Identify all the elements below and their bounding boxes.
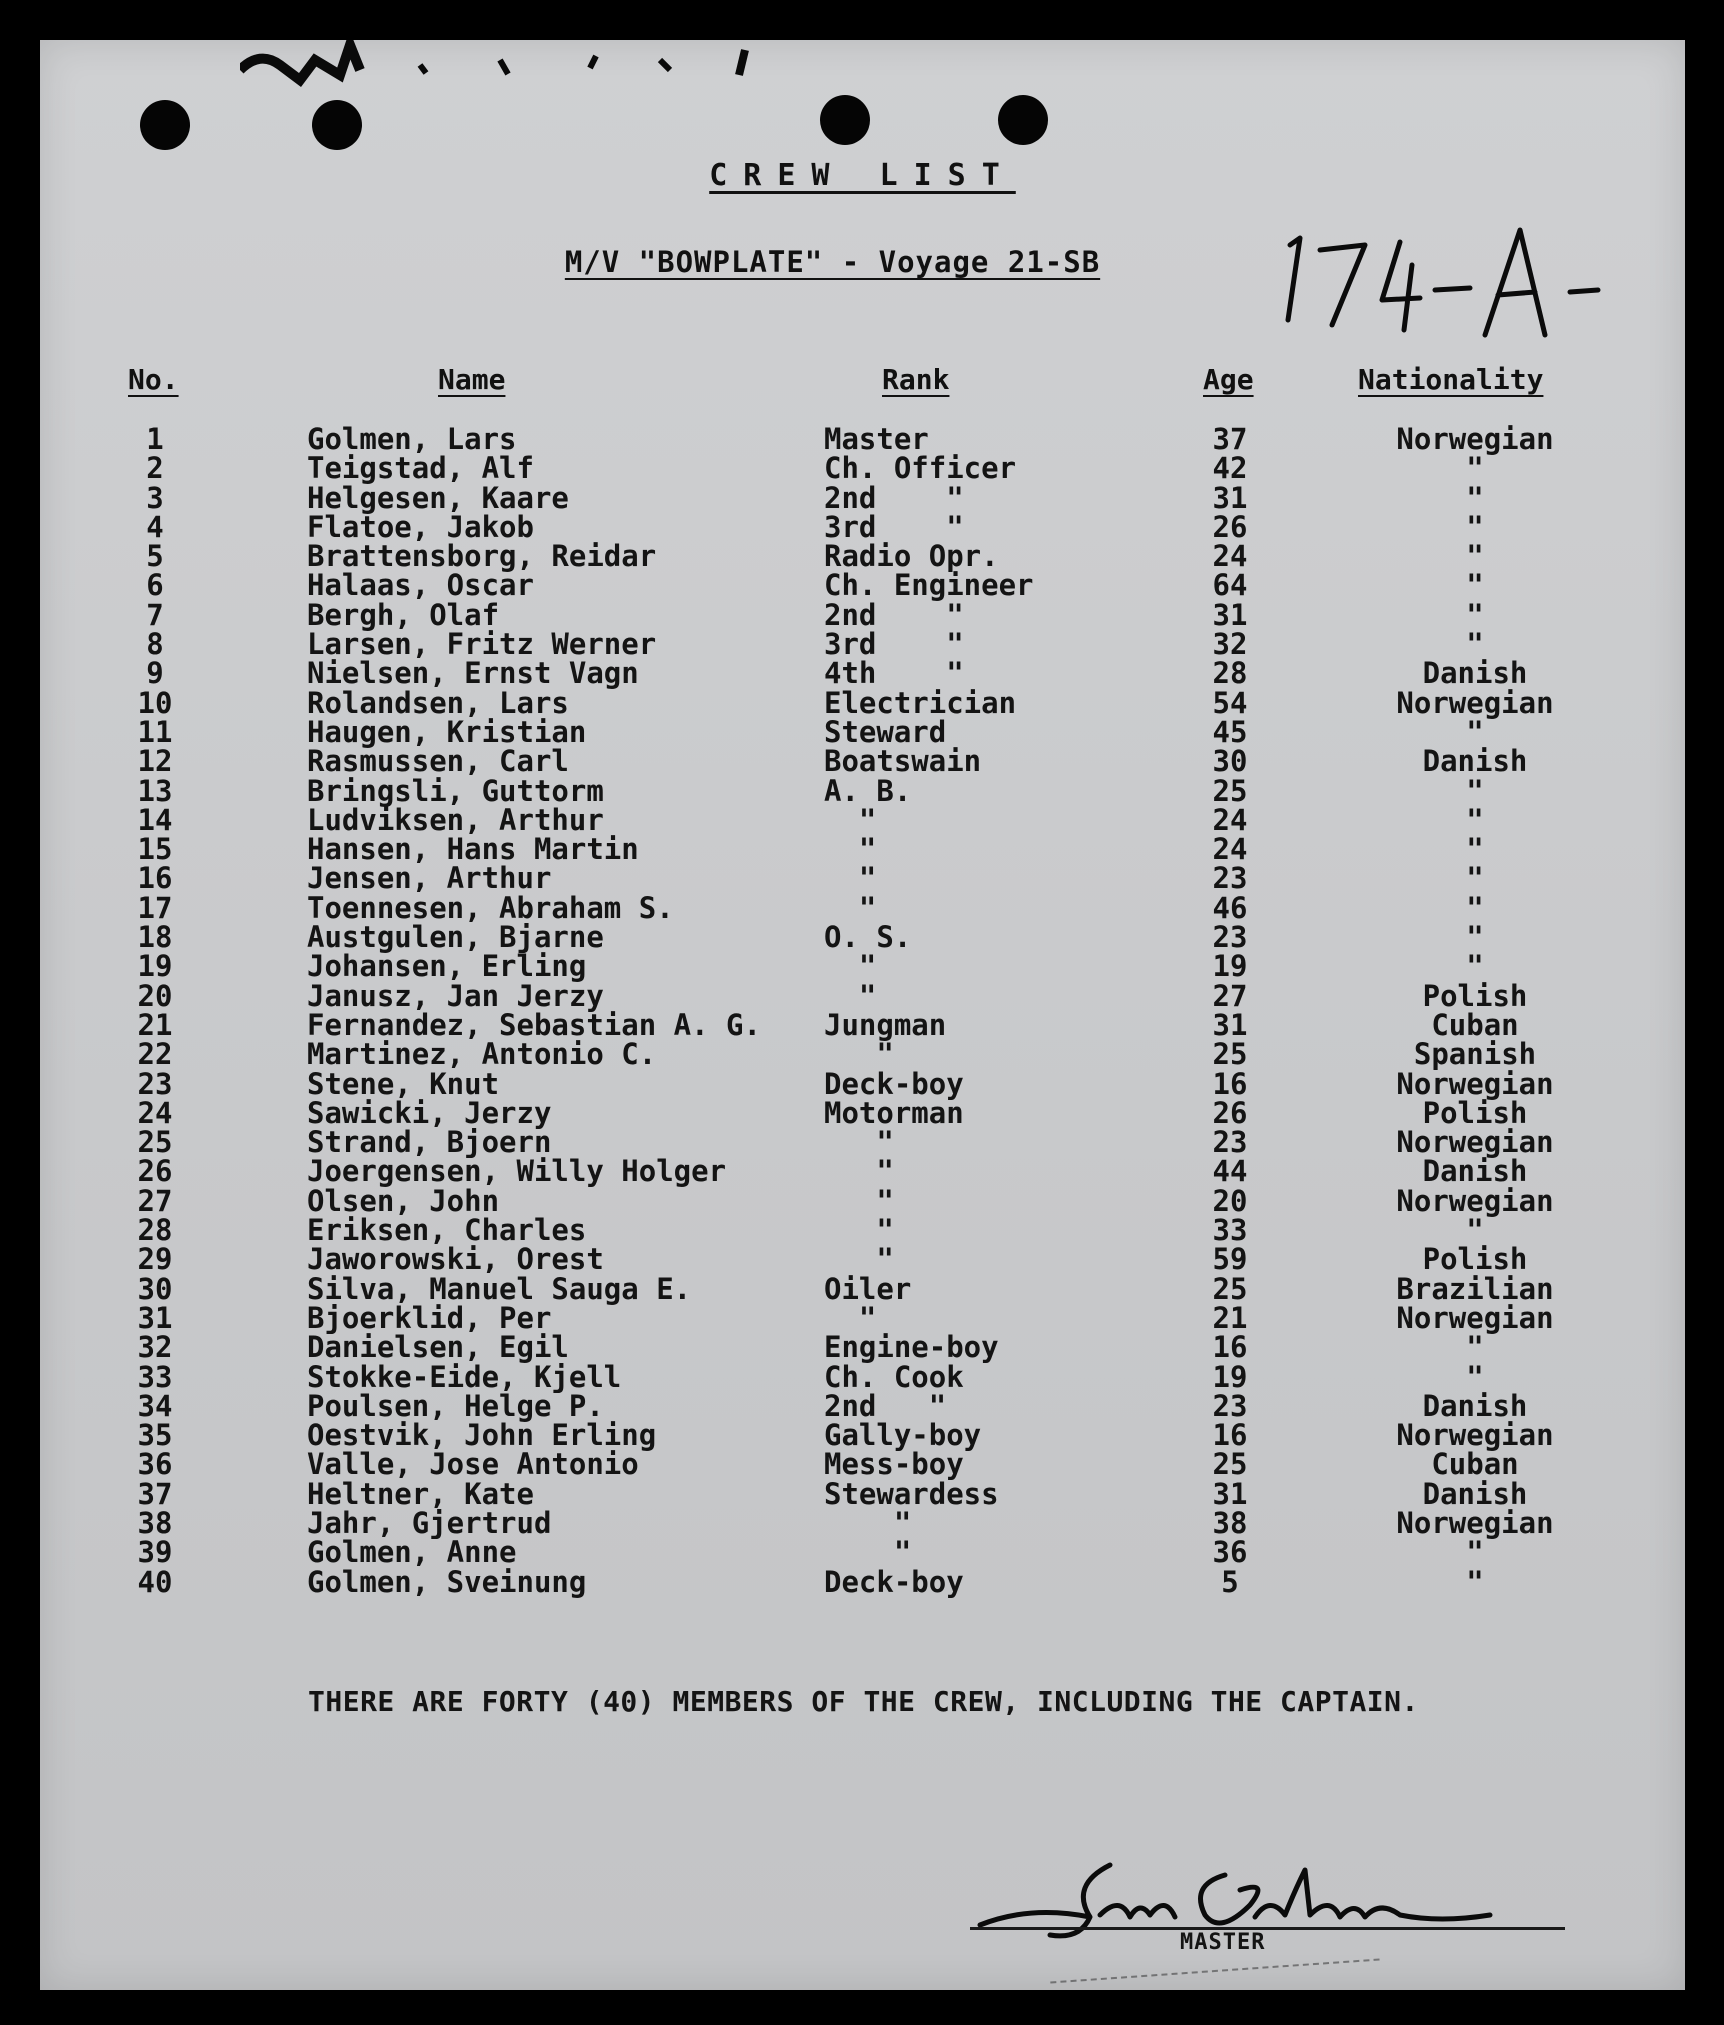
- handwritten-document-number: [1270, 220, 1610, 350]
- crew-name: Golmen, Sveinung: [307, 1564, 587, 1599]
- crew-row: [40, 1359, 1685, 1394]
- crew-nationality: ": [1466, 509, 1484, 544]
- crew-row: [40, 451, 1685, 486]
- vessel-voyage-line: M/V "BOWPLATE" - Voyage 21-SB: [564, 245, 1101, 279]
- crew-nationality: Polish: [1422, 1242, 1528, 1277]
- crew-rank: ": [824, 1037, 894, 1072]
- punch-hole-1: [140, 100, 190, 150]
- crew-number: 27: [137, 1183, 173, 1218]
- crew-number: 34: [137, 1388, 173, 1423]
- crew-row: [40, 539, 1685, 574]
- crew-name: Ludviksen, Arthur: [307, 802, 604, 837]
- crew-rank: ": [824, 949, 877, 984]
- crew-age: 19: [1212, 949, 1248, 984]
- crew-row: [40, 1330, 1685, 1365]
- crew-name: Rolandsen, Lars: [307, 685, 569, 720]
- crew-name: Bergh, Olaf: [307, 597, 500, 632]
- crew-row: [40, 568, 1685, 603]
- crew-name: Brattensborg, Reidar: [307, 539, 657, 574]
- crew-number: 28: [137, 1213, 173, 1248]
- crew-age: 28: [1212, 656, 1248, 691]
- crew-age: 45: [1212, 714, 1248, 749]
- crew-name: Danielsen, Egil: [307, 1330, 569, 1365]
- crew-number: 33: [137, 1359, 173, 1394]
- crew-number: 14: [137, 802, 173, 837]
- column-header-rank: Rank: [882, 363, 950, 396]
- crew-nationality: Norwegian: [1396, 1505, 1554, 1540]
- crew-rank: Ch. Cook: [824, 1359, 964, 1394]
- crew-number: 21: [137, 1007, 173, 1042]
- crew-age: 23: [1212, 1125, 1248, 1160]
- crew-name: Martinez, Antonio C.: [307, 1037, 657, 1072]
- punch-hole-2: [312, 100, 362, 150]
- crew-age: 59: [1212, 1242, 1248, 1277]
- crew-name: Golmen, Anne: [307, 1535, 517, 1570]
- crew-name: Jahr, Gjertrud: [307, 1505, 552, 1540]
- crew-number: 16: [137, 861, 173, 896]
- crew-nationality: ": [1466, 597, 1484, 632]
- crew-nationality: ": [1466, 1359, 1484, 1394]
- crew-rank: Steward: [824, 714, 947, 749]
- crew-number: 3: [146, 480, 164, 515]
- crew-row: [40, 890, 1685, 925]
- crew-number: 35: [137, 1418, 173, 1453]
- crew-rank: A. B.: [824, 773, 912, 808]
- crew-age: 31: [1212, 1007, 1248, 1042]
- crew-name: Valle, Jose Antonio: [307, 1447, 639, 1482]
- crew-row: [40, 802, 1685, 837]
- crew-age: 32: [1212, 627, 1248, 662]
- crew-row: [40, 422, 1685, 456]
- crew-row: [40, 714, 1685, 749]
- crew-number: 6: [146, 568, 164, 603]
- crew-nationality: Danish: [1422, 1388, 1528, 1423]
- crew-rank: Motorman: [824, 1095, 964, 1130]
- crew-age: 23: [1212, 861, 1248, 896]
- crew-name: Johansen, Erling: [307, 949, 587, 984]
- crew-roster: [40, 422, 1685, 1599]
- crew-age: 24: [1212, 832, 1248, 867]
- crew-age: 21: [1212, 1300, 1248, 1335]
- crew-name: Bringsli, Guttorm: [307, 773, 604, 808]
- crew-name: Heltner, Kate: [307, 1476, 534, 1511]
- crew-number: 25: [137, 1125, 173, 1160]
- crew-age: 26: [1212, 1095, 1248, 1130]
- crew-name: Stokke-Eide, Kjell: [307, 1359, 622, 1394]
- crew-number: 10: [137, 685, 173, 720]
- crew-name: Oestvik, John Erling: [307, 1418, 657, 1453]
- crew-age: 26: [1212, 509, 1248, 544]
- crew-row: [40, 1183, 1685, 1218]
- crew-rank: Jungman: [824, 1007, 947, 1042]
- crew-row: [40, 1505, 1685, 1540]
- crew-name: Halaas, Oscar: [307, 568, 534, 603]
- crew-age: 25: [1212, 1037, 1248, 1072]
- crew-rank: ": [824, 802, 877, 837]
- crew-nationality: Polish: [1422, 978, 1528, 1013]
- crew-age: 38: [1212, 1505, 1248, 1540]
- crew-number: 39: [137, 1535, 173, 1570]
- crew-row: [40, 861, 1685, 896]
- crew-name: Strand, Bjoern: [307, 1125, 552, 1160]
- crew-number: 31: [137, 1300, 173, 1335]
- crew-name: Teigstad, Alf: [307, 451, 534, 486]
- crew-age: 24: [1212, 802, 1248, 837]
- crew-row: [40, 685, 1685, 720]
- crew-row: [40, 1154, 1685, 1189]
- crew-age: 19: [1212, 1359, 1248, 1394]
- crew-row: [40, 597, 1685, 632]
- crew-nationality: Norwegian: [1396, 1183, 1554, 1218]
- crew-rank: Radio Opr.: [824, 539, 999, 574]
- crew-nationality: ": [1466, 539, 1484, 574]
- crew-rank: Electrician: [824, 685, 1017, 720]
- crew-nationality: Brazilian: [1396, 1271, 1554, 1306]
- crew-number: 5: [146, 539, 164, 574]
- crew-name: Toennesen, Abraham S.: [307, 890, 674, 925]
- crew-name: Fernandez, Sebastian A. G.: [307, 1007, 761, 1042]
- crew-age: 64: [1212, 568, 1248, 603]
- crew-nationality: ": [1466, 1535, 1484, 1570]
- crew-row: [40, 1095, 1685, 1130]
- paper-scuff-mark: [1050, 1958, 1379, 1985]
- crew-age: 24: [1212, 539, 1248, 574]
- crew-nationality: ": [1466, 1213, 1484, 1248]
- crew-rank: O. S.: [824, 920, 912, 955]
- crew-row: [40, 1066, 1685, 1101]
- crew-age: 46: [1212, 890, 1248, 925]
- crew-number: 22: [137, 1037, 173, 1072]
- crew-row: [40, 1242, 1685, 1277]
- crew-rank: ": [824, 1242, 894, 1277]
- crew-name: Silva, Manuel Sauga E.: [307, 1271, 692, 1306]
- crew-nationality: Norwegian: [1396, 1125, 1554, 1160]
- crew-number: 32: [137, 1330, 173, 1365]
- crew-row: [40, 1388, 1685, 1423]
- crew-rank: 3rd ": [824, 509, 964, 544]
- crew-name: Nielsen, Ernst Vagn: [307, 656, 639, 691]
- crew-row: [40, 1037, 1685, 1072]
- crew-nationality: Norwegian: [1396, 1418, 1554, 1453]
- crew-age: 33: [1212, 1213, 1248, 1248]
- crew-row: [40, 920, 1685, 955]
- punch-hole-4: [998, 95, 1048, 145]
- crew-name: Rasmussen, Carl: [307, 744, 569, 779]
- crew-nationality: Polish: [1422, 1095, 1528, 1130]
- crew-number: 36: [137, 1447, 173, 1482]
- crew-rank: Gally-boy: [824, 1418, 982, 1453]
- crew-rank: Deck-boy: [824, 1564, 964, 1599]
- crew-nationality: ": [1466, 773, 1484, 808]
- crew-age: 16: [1212, 1330, 1248, 1365]
- crew-name: Haugen, Kristian: [307, 714, 587, 749]
- crew-number: 1: [146, 422, 164, 456]
- crew-number: 26: [137, 1154, 173, 1189]
- crew-nationality: ": [1466, 480, 1484, 515]
- crew-rank: ": [824, 1505, 912, 1540]
- crew-rank: Stewardess: [824, 1476, 999, 1511]
- torn-edge-marks: [240, 40, 860, 100]
- crew-name: Olsen, John: [307, 1183, 500, 1218]
- crew-name: Larsen, Fritz Werner: [307, 627, 657, 662]
- crew-age: 44: [1212, 1154, 1248, 1189]
- crew-row: [40, 1564, 1685, 1599]
- crew-nationality: ": [1466, 714, 1484, 749]
- crew-name: Eriksen, Charles: [307, 1213, 587, 1248]
- crew-number: 38: [137, 1505, 173, 1540]
- crew-nationality: Cuban: [1431, 1007, 1519, 1042]
- crew-number: 20: [137, 978, 173, 1013]
- crew-rank: Deck-boy: [824, 1066, 964, 1101]
- signature-title: MASTER: [1180, 1930, 1266, 1955]
- crew-rank: Oiler: [824, 1271, 912, 1306]
- crew-number: 2: [146, 451, 164, 486]
- crew-row: [40, 1213, 1685, 1248]
- crew-number: 37: [137, 1476, 173, 1511]
- crew-nationality: Danish: [1422, 744, 1528, 779]
- crew-nationality: ": [1466, 1330, 1484, 1365]
- crew-rank: Master: [824, 422, 929, 456]
- crew-name: Flatoe, Jakob: [307, 509, 534, 544]
- crew-nationality: Danish: [1422, 1154, 1528, 1189]
- crew-nationality: Norwegian: [1396, 1066, 1554, 1101]
- crew-row: [40, 480, 1685, 515]
- crew-nationality: ": [1466, 861, 1484, 896]
- crew-age: 25: [1212, 773, 1248, 808]
- crew-rank: 4th ": [824, 656, 964, 691]
- crew-nationality: Norwegian: [1396, 422, 1554, 456]
- crew-nationality: ": [1466, 920, 1484, 955]
- crew-rank: ": [824, 1300, 877, 1335]
- crew-age: 37: [1212, 422, 1248, 456]
- crew-rank: ": [824, 1535, 912, 1570]
- crew-rank: Engine-boy: [824, 1330, 999, 1365]
- crew-row: [40, 1125, 1685, 1160]
- crew-number: 9: [146, 656, 164, 691]
- crew-row: [40, 1300, 1685, 1335]
- column-header-name: Name: [438, 363, 506, 396]
- crew-age: 23: [1212, 1388, 1248, 1423]
- crew-nationality: ": [1466, 451, 1484, 486]
- crew-number: 15: [137, 832, 173, 867]
- crew-rank: 2nd ": [824, 480, 964, 515]
- crew-nationality: Danish: [1422, 1476, 1528, 1511]
- crew-rank: Boatswain: [824, 744, 982, 779]
- crew-age: 27: [1212, 978, 1248, 1013]
- crew-nationality: Spanish: [1413, 1037, 1537, 1072]
- crew-row: [40, 1535, 1685, 1570]
- crew-rank: Ch. Officer: [824, 451, 1017, 486]
- crew-rank: Ch. Engineer: [824, 568, 1034, 603]
- crew-name: Bjoerklid, Per: [307, 1300, 552, 1335]
- crew-nationality: Norwegian: [1396, 1300, 1554, 1335]
- crew-row: [40, 509, 1685, 544]
- crew-nationality: Cuban: [1431, 1447, 1519, 1482]
- crew-name: Austgulen, Bjarne: [307, 920, 604, 955]
- crew-name: Helgesen, Kaare: [307, 480, 569, 515]
- crew-row: [40, 1476, 1685, 1511]
- crew-rank: ": [824, 832, 877, 867]
- column-header-age: Age: [1203, 363, 1254, 396]
- crew-name: Jaworowski, Orest: [307, 1242, 604, 1277]
- crew-rank: ": [824, 1125, 894, 1160]
- crew-row: [40, 978, 1685, 1013]
- crew-age: 42: [1212, 451, 1248, 486]
- crew-row: [40, 1447, 1685, 1482]
- crew-row: [40, 949, 1685, 984]
- column-header-nationality: Nationality: [1358, 363, 1544, 396]
- crew-number: 4: [146, 509, 164, 544]
- crew-rank: 2nd ": [824, 597, 964, 632]
- crew-number: 40: [137, 1564, 173, 1599]
- crew-number: 7: [146, 597, 164, 632]
- crew-nationality: Norwegian: [1396, 685, 1554, 720]
- crew-number: 29: [137, 1242, 173, 1277]
- crew-age: 25: [1212, 1271, 1248, 1306]
- crew-number: 13: [137, 773, 173, 808]
- crew-number: 30: [137, 1271, 173, 1306]
- column-header-no: No.: [128, 363, 179, 396]
- crew-age: 31: [1212, 597, 1248, 632]
- crew-rank: ": [824, 1154, 894, 1189]
- crew-rank: ": [824, 890, 877, 925]
- crew-name: Golmen, Lars: [307, 422, 517, 456]
- crew-row: [40, 1271, 1685, 1306]
- crew-row: [40, 1007, 1685, 1042]
- document-page: [40, 40, 1685, 1990]
- crew-number: 11: [137, 714, 173, 749]
- crew-rank: ": [824, 861, 877, 896]
- crew-row: [40, 1418, 1685, 1453]
- crew-age: 30: [1212, 744, 1248, 779]
- crew-nationality: ": [1466, 832, 1484, 867]
- crew-row: [40, 744, 1685, 779]
- crew-age: 31: [1212, 480, 1248, 515]
- crew-nationality: ": [1466, 949, 1484, 984]
- crew-nationality: ": [1466, 627, 1484, 662]
- punch-hole-3: [820, 95, 870, 145]
- crew-age: 25: [1212, 1447, 1248, 1482]
- crew-name: Poulsen, Helge P.: [307, 1388, 604, 1423]
- crew-age: 36: [1212, 1535, 1248, 1570]
- crew-age: 16: [1212, 1066, 1248, 1101]
- crew-age: 5: [1221, 1564, 1239, 1599]
- crew-number: 8: [146, 627, 164, 662]
- crew-rank: Mess-boy: [824, 1447, 964, 1482]
- crew-name: Janusz, Jan Jerzy: [307, 978, 604, 1013]
- crew-rank: ": [824, 978, 877, 1013]
- crew-name: Sawicki, Jerzy: [307, 1095, 552, 1130]
- crew-name: Hansen, Hans Martin: [307, 832, 639, 867]
- crew-number: 17: [137, 890, 173, 925]
- crew-rank: 2nd ": [824, 1388, 947, 1423]
- crew-age: 20: [1212, 1183, 1248, 1218]
- crew-name: Joergensen, Willy Holger: [307, 1154, 727, 1189]
- crew-age: 54: [1212, 685, 1248, 720]
- crew-row: [40, 627, 1685, 662]
- crew-summary: THERE ARE FORTY (40) MEMBERS OF THE CREW, INCLUDING THE CAPTAIN.: [308, 1685, 1419, 1718]
- crew-nationality: Danish: [1422, 656, 1528, 691]
- crew-nationality: ": [1466, 890, 1484, 925]
- document-title: CREW LIST: [709, 158, 1016, 193]
- crew-number: 24: [137, 1095, 173, 1130]
- crew-name: Stene, Knut: [307, 1066, 500, 1101]
- crew-age: 31: [1212, 1476, 1248, 1511]
- crew-row: [40, 832, 1685, 867]
- crew-nationality: ": [1466, 802, 1484, 837]
- crew-age: 23: [1212, 920, 1248, 955]
- crew-age: 16: [1212, 1418, 1248, 1453]
- crew-number: 23: [137, 1066, 173, 1101]
- crew-nationality: ": [1466, 1564, 1484, 1599]
- crew-row: [40, 773, 1685, 808]
- crew-name: Jensen, Arthur: [307, 861, 552, 896]
- crew-nationality: ": [1466, 568, 1484, 603]
- crew-rank: ": [824, 1183, 894, 1218]
- crew-number: 12: [137, 744, 173, 779]
- crew-rank: ": [824, 1213, 894, 1248]
- crew-rank: 3rd ": [824, 627, 964, 662]
- crew-row: [40, 656, 1685, 691]
- signature-line: [970, 1927, 1565, 1930]
- crew-number: 18: [137, 920, 173, 955]
- crew-number: 19: [137, 949, 173, 984]
